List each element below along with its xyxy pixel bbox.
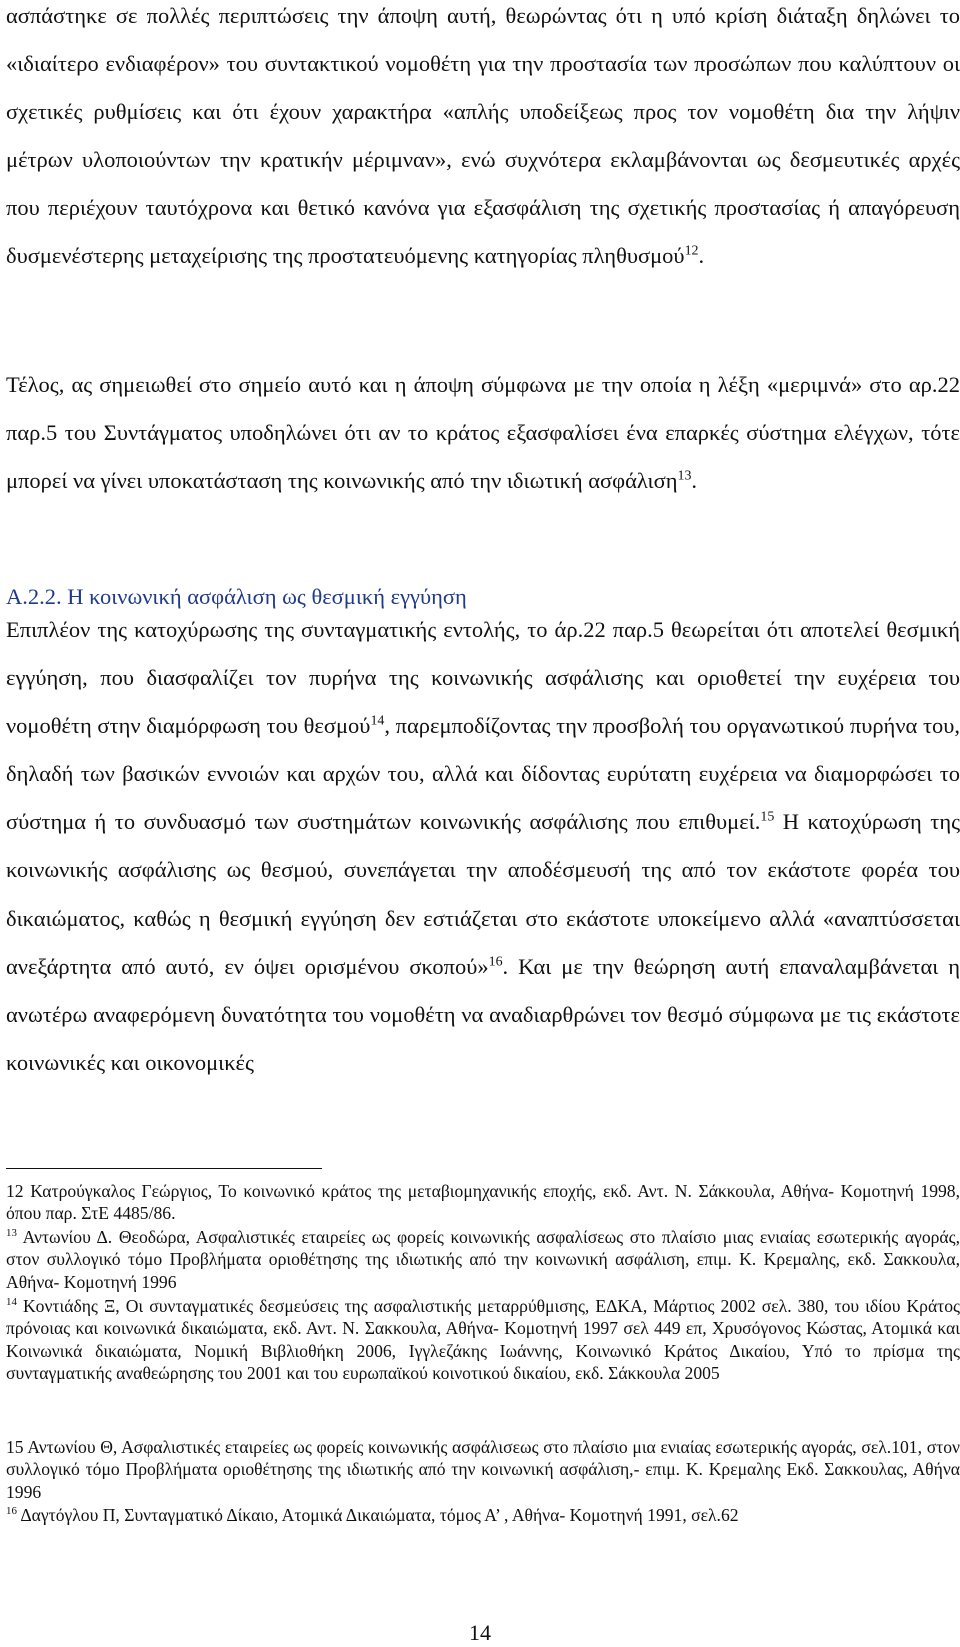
- footnote-ref-16[interactable]: 16: [488, 954, 503, 970]
- footnote-12: 12 Κατρούγκαλος Γεώργιος, Το κοινωνικό κράτος της μεταβιομηχανικής εποχής, εκδ. Αντ. Ν. Σάκκουλα, Αθήνα- Κομοτηνή 1998, όπου παρ. ΣτΕ 4485/86.: [6, 1181, 960, 1224]
- footnote-ref-15[interactable]: 15: [760, 809, 775, 825]
- footnote-14: $^{14}$ Κοντιάδης Ξ, Οι συνταγματικές δεσμεύσεις της ασφαλιστικής μεταρρύθμισης, ΕΔΚΑ, Μάρτιος 2002 σελ. 380, του ιδίου Κράτος πρόνοιας και κοινωνικά δικαιώματα, εκδ. Αντ. Ν. Σακκουλα, Αθήνα- Κομοτηνή 1997 σελ 449 επ, Χρυσόγονος Κώστας, Ατομικά και Κοινωνικά δικαιώματα, Νομική Βιβλιοθήκη 2006, Ιγγλεζάκης Ιωάννης, Κοινωνικό Κράτος Δικαίου, Υπό το πρίσμα της συνταγματικής αναθεώρησης του 2001 και του ευρωπαϊκού κοινοτικού δικαίου, εκδ. Σάκκουλα 2005: [6, 1296, 960, 1383]
- footnote-ref-13[interactable]: 13: [677, 468, 692, 484]
- paragraph-3: Επιπλέον της κατοχύρωσης της συνταγματικής εντολής, το άρ.22 παρ.5 θεωρείται ότι αποτελεί θεσμική εγγύηση, που διασφαλίζει τον πυρήνα της κοινωνικής ασφάλισης και οριοθετεί την ευχέρεια του νομοθέτη στην διαμόρφωση του θεσμού$^{14}$, παρεμποδίζοντας την προσβολή του οργανωτικού πυρήνα του, δηλαδή των βασικών εννοιών και αρχών του, αλλά και δίδοντας ευρύτατη ευχέρεια να διαμορφώσει το σύστημα ή το συνδυασμό των συστημάτων κοινωνικής ασφάλισης που επιθυμεί.$^{15}$ Η κατοχύρωση της κοινωνικής ασφάλισης ως θεσμού, συνεπάγεται την αποδέσμευσή της από τον εκάστοτε φορέα του δικαιώματος, καθώς η θεσμική εγγύηση δεν εστιάζεται στο εκάστοτε υποκείμενο αλλά «αναπτύσσεται ανεξάρτητα από αυτό, εν όψει ορισμένου σκοπού»$^{16}$. Και με την θεώρηση αυτή επαναλαμβάνεται η ανωτέρω αναφερόμενη δυνατότητα του νομοθέτη να αναδιαρθρώνει τον θεσμό σύμφωνα με τις εκάστοτε κοινωνικές και οικονομικές: [6, 617, 960, 1075]
- page-number: 14: [469, 1620, 491, 1645]
- paragraph-1: ασπάστηκε σε πολλές περιπτώσεις την άποψη αυτή, θεωρώντας ότι η υπό κρίση διάταξη δηλώνει το «ιδιαίτερο ενδιαφέρον» του συντακτικού νομοθέτη για την προστασία των προσώπων που καλύπτουν οι σχετικές ρυθμίσεις και ότι έχουν χαρακτήρα «απλής υποδείξεως προς τον νομοθέτη δια την λήψιν μέτρων υλοποιούντων την κρατικήν μέριμναν», ενώ συχνότερα εκλαμβάνονται ως δεσμευτικές αρχές που περιέχουν ταυτόχρονα και θετικό κανόνα για εξασφάλιση της σχετικής προστασίας ή απαγόρευση δυσμενέστερης μεταχείρισης της προστατευόμενης κατηγορίας πληθυσμού$^{12}$.: [6, 3, 960, 269]
- footnote-15: 15 Αντωνίου Θ, Ασφαλιστικές εταιρείες ως φορείς κοινωνικής ασφάλισεως στο πλαίσιο μια ενιαίας εσωτερικής αγοράς, σελ.101, στον συλλογικό τόμο Προβλήματα οριοθέτησης της ιδιωτικής από την κοινωνική ασφάλιση,- επιμ. Κ. Κρεμαλης Εκδ. Σακκουλας, Αθήνα 1996: [6, 1437, 960, 1502]
- footnote-13: $^{13}$ Αντωνίου Δ. Θεοδώρα, Ασφαλιστικές εταιρείες ως φορείς κοινωνικής ασφαλίσεως στο πλαίσιο μιας ενιαίας εσωτερικής αγοράς, στον συλλογικό τόμο Προβλήματα οριοθέτησης της ιδιωτικής από την κοινωνική ασφάλιση, επιμ. Κ. Κρεμαλης, εκδ. Σακκουλα, Αθήνα- Κομοτηνή 1996: [6, 1227, 960, 1292]
- section-heading: Α.2.2. Η κοινωνική ασφάλιση ως θεσμική εγγύηση: [6, 584, 467, 609]
- footnote-16: $^{16}$ Δαγτόγλου Π, Συνταγματικό Δίκαιο, Ατομικά Δικαιώματα, τόμος Α’ , Αθήνα- Κομοτηνή 1991, σελ.62: [6, 1505, 739, 1525]
- paragraph-2: Τέλος, ας σημειωθεί στο σημείο αυτό και η άποψη σύμφωνα με την οποία η λέξη «μεριμνά» στο αρ.22 παρ.5 του Συντάγματος υποδηλώνει ότι αν το κράτος εξασφαλίσει ένα επαρκές σύστημα ελέγχων, τότε μπορεί να γίνει υποκατάσταση της κοινωνικής από την ιδιωτική ασφάλιση$^{13}$.: [6, 372, 960, 494]
- footnote-separator: [6, 1168, 322, 1169]
- footnote-ref-14[interactable]: 14: [370, 713, 385, 729]
- footnote-ref-12[interactable]: 12: [684, 243, 699, 259]
